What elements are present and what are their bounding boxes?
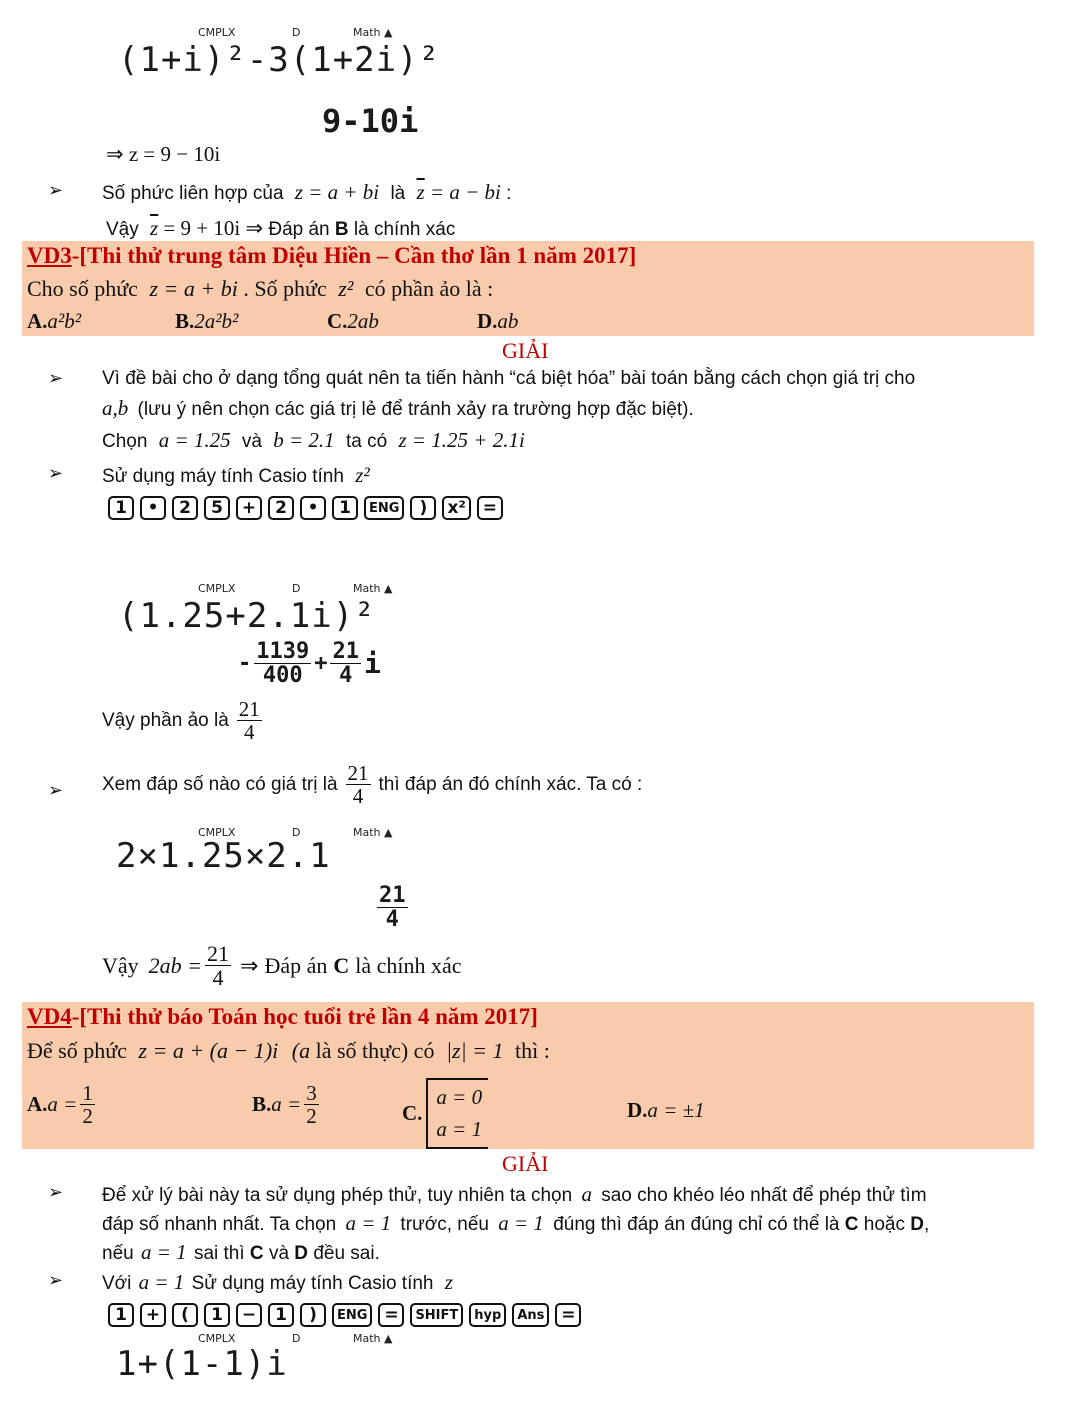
vd3-conclusion: Vậy 2ab = $\frac{21}{4}$ ⇒ Đáp án C là chính xác [102, 941, 462, 991]
d-indicator: D [292, 26, 301, 39]
conjugate-text: Số phức liên hợp của z = a + bi là $\overline{z} = a$ − bi : [102, 180, 512, 204]
vd4-question: Để số phức z = a + (a − 1)i (a là số thực) có |z| = 1 thì : [27, 1038, 550, 1063]
key-shift: SHIFT [410, 1303, 463, 1327]
vd4-solution-heading: GIẢI [502, 1151, 549, 1176]
math-indicator: Math ▲ [353, 582, 393, 595]
vd3-solution-heading: GIẢI [502, 338, 549, 363]
conclusion-1: Vậy $\overline{z} = 9 + 10i$ ⇒ Đáp án B là chính xác [106, 216, 456, 240]
vd4-bullet2: Với a = 1 Sử dụng máy tính Casio tính z [102, 1270, 453, 1294]
vd4-bullet1-line2: đáp số nhanh nhất. Ta chọn a = 1 trước, nếu a = 1 đúng thì đáp án đúng chỉ có thể là C hoặc D, [102, 1211, 930, 1235]
vd4-bullet1-line1: Để xử lý bài này ta sử dụng phép thử, tuy nhiên ta chọn a sao cho khéo léo nhất để phép thử tìm [102, 1182, 927, 1206]
key-equals: = [555, 1303, 581, 1327]
key-eng: ENG [364, 496, 404, 520]
key-ans: Ans [512, 1303, 549, 1327]
math-indicator: Math ▲ [353, 826, 393, 839]
bullet-arrow-icon: ➢ [48, 1270, 64, 1290]
bullet-arrow-icon: ➢ [48, 180, 64, 200]
vd3-choose-line: Chọn a = 1.25 và b = 2.1 ta có z = 1.25 + 2.1i [102, 428, 525, 452]
math-indicator: Math ▲ [353, 26, 393, 39]
bullet-arrow-icon: ➢ [48, 463, 64, 483]
vd3-bullet2: Sử dụng máy tính Casio tính z² [102, 463, 370, 487]
vd4-keystroke-sequence [108, 1303, 581, 1327]
key-5: 5 [204, 496, 230, 520]
calc-expression: 1+(1-1)i [116, 1344, 288, 1384]
vd3-option-d: D.ab [477, 309, 519, 333]
calc-result: $\frac{21}{4}$ [379, 883, 406, 933]
key-hyp: hyp [469, 1303, 506, 1327]
vd4-option-c: C. a = 0 a = 1 [402, 1078, 488, 1149]
key-dot: • [140, 496, 166, 520]
d-indicator: D [292, 826, 301, 839]
vd3-option-c: C.2ab [327, 309, 379, 333]
vd3-bullet1-line2: a,b (lưu ý nên chọn các giá trị lẻ để tránh xảy ra trường hợp đặc biệt). [102, 396, 694, 420]
calc-result: 9-10i [322, 102, 419, 140]
key-1: 1 [268, 1303, 294, 1327]
calc-expression: (1+i)²-3(1+2i)² [118, 40, 441, 80]
key-minus: − [236, 1303, 262, 1327]
vd3-question: Cho số phức z = a + bi . Số phức z² có phần ảo là : [27, 276, 494, 301]
cmplx-indicator: CMPLX [198, 1332, 236, 1345]
d-indicator: D [292, 1332, 301, 1345]
key-1: 1 [108, 496, 134, 520]
key-square: x² [442, 496, 470, 520]
vd3-title: VD3-[Thi thử trung tâm Diệu Hiền – Cần thơ lần 1 năm 2017] [27, 243, 637, 268]
key-plus: + [140, 1303, 166, 1327]
cmplx-indicator: CMPLX [198, 826, 236, 839]
d-indicator: D [292, 582, 301, 595]
cmplx-indicator: CMPLX [198, 582, 236, 595]
key-1: 1 [332, 496, 358, 520]
vd3-question-box [22, 241, 1034, 336]
key-dot: • [300, 496, 326, 520]
vd3-bullet3: Xem đáp số nào có giá trị là $\frac{21}{4}$ thì đáp án đó chính xác. Ta có : [102, 761, 643, 809]
vd4-option-d: D.a = ±1 [627, 1098, 705, 1122]
vd4-option-a: A. a = $\frac{1}{2}$ [27, 1081, 93, 1129]
vd3-option-b: B.2a²b² [175, 309, 239, 333]
calc-result: - $\frac{1139}{400}$ + $\frac{21}{4}$ i [238, 639, 381, 689]
vd3-bullet1-line1: Vì đề bài cho ở dạng tổng quát nên ta tiến hành “cá biệt hóa” bài toán bằng cách chọn giá trị cho [102, 368, 916, 389]
vd3-imag-part: Vậy phần ảo là $\frac{21}{4}$ [102, 697, 260, 745]
calc-expression: 2×1.25×2.1 [116, 836, 331, 876]
vd4-question-box [22, 1002, 1034, 1149]
key-close-paren: ) [410, 496, 436, 520]
key-2: 2 [268, 496, 294, 520]
bullet-arrow-icon: ➢ [48, 780, 64, 800]
key-2: 2 [172, 496, 198, 520]
key-equals: = [378, 1303, 404, 1327]
bullet-arrow-icon: ➢ [48, 368, 64, 388]
key-eng: ENG [332, 1303, 372, 1327]
key-plus: + [236, 496, 262, 520]
cmplx-indicator: CMPLX [198, 26, 236, 39]
vd3-keystroke-sequence [108, 496, 503, 520]
calc-expression: (1.25+2.1i)² [118, 596, 376, 636]
key-equals: = [477, 496, 503, 520]
math-indicator: Math ▲ [353, 1332, 393, 1345]
key-open-paren: ( [172, 1303, 198, 1327]
vd3-option-a: A.a²b² [27, 309, 82, 333]
bullet-arrow-icon: ➢ [48, 1182, 64, 1202]
key-1: 1 [204, 1303, 230, 1327]
vd4-option-b: B. a = $\frac{3}{2}$ [252, 1081, 317, 1129]
z-result-line: ⇒ z = 9 − 10i [106, 142, 221, 166]
key-1: 1 [108, 1303, 134, 1327]
vd4-bullet1-line3: nếu a = 1 sai thì C và D đều sai. [102, 1240, 380, 1264]
key-close-paren: ) [300, 1303, 326, 1327]
vd4-title: VD4-[Thi thử báo Toán học tuổi trẻ lần 4 năm 2017] [27, 1004, 538, 1029]
